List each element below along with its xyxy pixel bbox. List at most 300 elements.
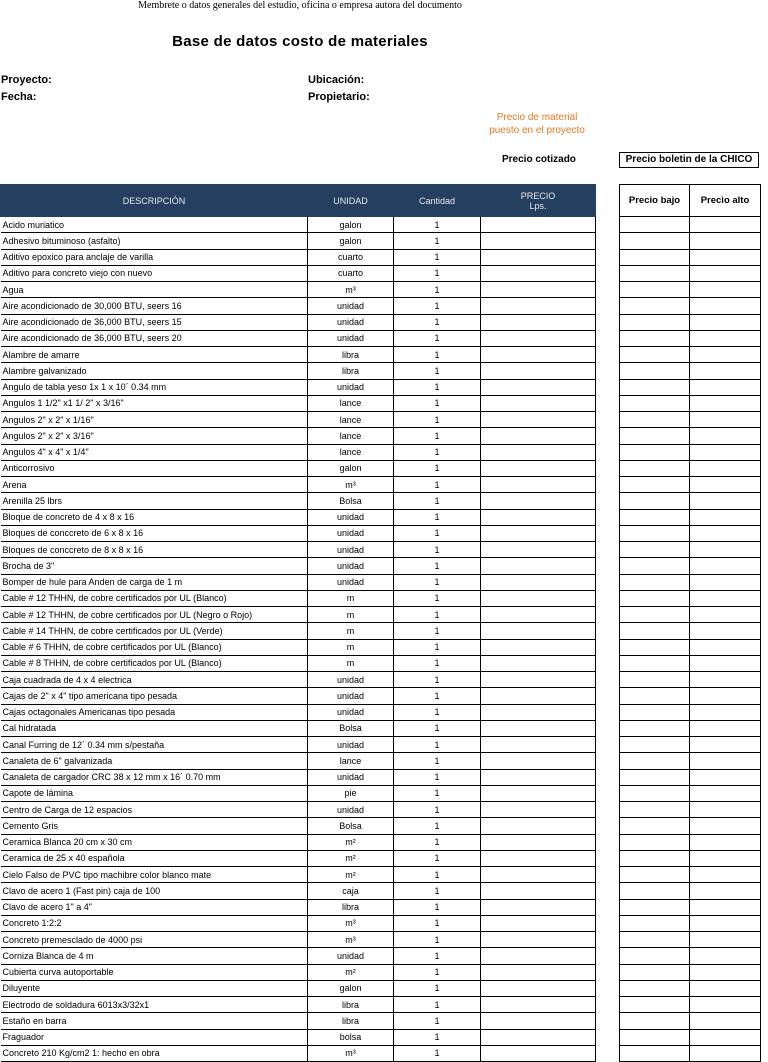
precio-alto-cell[interactable] xyxy=(690,704,761,720)
unit-cell: galon xyxy=(308,217,394,233)
description-cell: Anticorrosivo xyxy=(1,460,308,476)
price-cell[interactable] xyxy=(481,834,596,850)
quantity-cell: 1 xyxy=(394,915,481,931)
precio-bajo-cell[interactable] xyxy=(620,314,690,330)
precio-alto-cell[interactable] xyxy=(690,720,761,736)
precio-alto-cell[interactable] xyxy=(690,542,761,558)
price-row xyxy=(620,737,761,753)
price-cell[interactable] xyxy=(481,980,596,996)
price-cell[interactable] xyxy=(481,558,596,574)
precio-bajo-cell[interactable] xyxy=(620,899,690,915)
precio-bajo-cell[interactable] xyxy=(620,428,690,444)
table-row xyxy=(1,1029,596,1045)
precio-cotizado-label: Precio cotizado xyxy=(502,154,576,165)
precio-bajo-cell[interactable] xyxy=(620,347,690,363)
description-cell: Canaleta de 6" galvanizada xyxy=(1,753,308,769)
price-cell[interactable] xyxy=(481,883,596,899)
precio-alto-cell[interactable] xyxy=(690,412,761,428)
precio-alto-cell[interactable] xyxy=(690,1045,761,1061)
quantity-cell: 1 xyxy=(394,525,481,541)
price-cell[interactable] xyxy=(481,525,596,541)
precio-bajo-cell[interactable] xyxy=(620,298,690,314)
precio-bajo-cell[interactable] xyxy=(620,672,690,688)
description-cell: Angulos 2" x 2" x 3/16" xyxy=(1,428,308,444)
description-cell: Cielo Falso de PVC tipo machibre color blanco mate xyxy=(1,867,308,883)
header-descripcion: DESCRIPCIÓN xyxy=(1,185,308,217)
table-row xyxy=(1,525,596,541)
quantity-cell: 1 xyxy=(394,493,481,509)
unit-cell: unidad xyxy=(308,769,394,785)
table-row xyxy=(1,964,596,980)
price-row xyxy=(620,395,761,411)
description-cell: Angulos 1 1/2" x1 1/ 2" x 3/16" xyxy=(1,395,308,411)
precio-alto-cell[interactable] xyxy=(690,834,761,850)
precio-alto-cell[interactable] xyxy=(690,395,761,411)
price-cell[interactable] xyxy=(481,249,596,265)
price-cell[interactable] xyxy=(481,818,596,834)
precio-alto-cell[interactable] xyxy=(690,574,761,590)
price-row xyxy=(620,558,761,574)
precio-bajo-cell[interactable] xyxy=(620,639,690,655)
price-row xyxy=(620,314,761,330)
price-cell[interactable] xyxy=(481,493,596,509)
precio-alto-cell[interactable] xyxy=(690,785,761,801)
precio-alto-cell[interactable] xyxy=(690,217,761,233)
precio-bajo-cell[interactable] xyxy=(620,915,690,931)
precio-material-line1: Precio de material xyxy=(496,112,578,123)
precio-bajo-cell[interactable] xyxy=(620,574,690,590)
quantity-cell: 1 xyxy=(394,639,481,655)
quantity-cell: 1 xyxy=(394,265,481,281)
price-row xyxy=(620,655,761,671)
unit-cell: lance xyxy=(308,395,394,411)
description-cell: Cable # 14 THHN, de cobre certificados por UL (Verde) xyxy=(1,623,308,639)
precio-alto-cell[interactable] xyxy=(690,1029,761,1045)
description-cell: Cajas octagonales Americanas tipo pesada xyxy=(1,704,308,720)
precio-material-note xyxy=(470,111,604,137)
table-row xyxy=(1,590,596,606)
header-precio-line2: Lps. xyxy=(529,200,547,211)
precio-alto-cell[interactable] xyxy=(690,428,761,444)
table-row xyxy=(1,282,596,298)
description-cell: Angulo de tabla yeso 1x 1 x 10´ 0.34 mm xyxy=(1,379,308,395)
precio-alto-cell[interactable] xyxy=(690,558,761,574)
price-cell[interactable] xyxy=(481,233,596,249)
precio-alto-cell[interactable] xyxy=(690,347,761,363)
precio-bajo-cell[interactable] xyxy=(620,509,690,525)
unit-cell: m³ xyxy=(308,932,394,948)
price-cell[interactable] xyxy=(481,753,596,769)
precio-alto-cell[interactable] xyxy=(690,639,761,655)
fecha-label: Fecha: xyxy=(1,91,37,103)
precio-bajo-cell[interactable] xyxy=(620,217,690,233)
price-cell[interactable] xyxy=(481,769,596,785)
price-cell[interactable] xyxy=(481,1013,596,1029)
unit-cell: libra xyxy=(308,899,394,915)
table-row xyxy=(1,558,596,574)
table-row xyxy=(1,818,596,834)
precio-bajo-cell[interactable] xyxy=(620,558,690,574)
header-precio-line1: PRECIO xyxy=(520,190,556,201)
price-cell[interactable] xyxy=(481,672,596,688)
unit-cell: Bolsa xyxy=(308,818,394,834)
price-cell[interactable] xyxy=(481,964,596,980)
price-row xyxy=(620,997,761,1013)
price-row xyxy=(620,607,761,623)
precio-bajo-cell[interactable] xyxy=(620,850,690,866)
description-cell: Concreto 1:2:2 xyxy=(1,915,308,931)
price-cell[interactable] xyxy=(481,379,596,395)
description-cell: Bomper de hule para Anden de carga de 1 m xyxy=(1,574,308,590)
table-row xyxy=(1,330,596,346)
precio-bajo-cell[interactable] xyxy=(620,444,690,460)
precio-alto-cell[interactable] xyxy=(690,818,761,834)
price-row xyxy=(620,363,761,379)
precio-alto-cell[interactable] xyxy=(690,1013,761,1029)
precio-alto-cell[interactable] xyxy=(690,298,761,314)
unit-cell: m³ xyxy=(308,477,394,493)
table-row xyxy=(1,850,596,866)
price-row xyxy=(620,850,761,866)
table-row xyxy=(1,607,596,623)
description-cell: Centro de Carga de 12 espacios xyxy=(1,802,308,818)
precio-alto-cell[interactable] xyxy=(690,330,761,346)
precio-bajo-cell[interactable] xyxy=(620,867,690,883)
price-row xyxy=(620,460,761,476)
description-cell: Capote de lámina xyxy=(1,785,308,801)
propietario-label: Propietario: xyxy=(308,91,370,103)
precio-bajo-cell[interactable] xyxy=(620,997,690,1013)
price-cell[interactable] xyxy=(481,1045,596,1061)
precio-alto-cell[interactable] xyxy=(690,233,761,249)
precio-alto-cell[interactable] xyxy=(690,883,761,899)
price-cell[interactable] xyxy=(481,282,596,298)
precio-bajo-cell[interactable] xyxy=(620,769,690,785)
price-row xyxy=(620,1029,761,1045)
quantity-cell: 1 xyxy=(394,948,481,964)
price-row xyxy=(620,639,761,655)
precio-alto-cell[interactable] xyxy=(690,282,761,298)
table-row xyxy=(1,379,596,395)
price-cell[interactable] xyxy=(481,997,596,1013)
precio-bajo-cell[interactable] xyxy=(620,818,690,834)
unit-cell: m xyxy=(308,623,394,639)
precio-alto-cell[interactable] xyxy=(690,672,761,688)
precio-alto-cell[interactable] xyxy=(690,493,761,509)
precio-bajo-cell[interactable] xyxy=(620,964,690,980)
quantity-cell: 1 xyxy=(394,444,481,460)
price-cell[interactable] xyxy=(481,412,596,428)
precio-alto-cell[interactable] xyxy=(690,525,761,541)
quantity-cell: 1 xyxy=(394,688,481,704)
precio-alto-cell[interactable] xyxy=(690,997,761,1013)
price-row xyxy=(620,915,761,931)
quantity-cell: 1 xyxy=(394,1013,481,1029)
precio-bajo-cell[interactable] xyxy=(620,233,690,249)
description-cell: Arena xyxy=(1,477,308,493)
price-cell[interactable] xyxy=(481,509,596,525)
unit-cell: lance xyxy=(308,428,394,444)
unit-cell: unidad xyxy=(308,330,394,346)
table-row xyxy=(1,363,596,379)
table-row xyxy=(1,217,596,233)
precio-alto-cell[interactable] xyxy=(690,363,761,379)
precio-alto-cell[interactable] xyxy=(690,623,761,639)
description-cell: Fraguador xyxy=(1,1029,308,1045)
price-row xyxy=(620,428,761,444)
precio-material-line2: puesto en el proyecto xyxy=(489,125,585,136)
quantity-cell: 1 xyxy=(394,867,481,883)
price-row xyxy=(620,330,761,346)
table-row xyxy=(1,867,596,883)
precio-alto-cell[interactable] xyxy=(690,265,761,281)
precio-alto-cell[interactable] xyxy=(690,737,761,753)
precio-bajo-cell[interactable] xyxy=(620,1013,690,1029)
description-cell: Adhesivo bituminoso (asfalto) xyxy=(1,233,308,249)
precio-alto-cell[interactable] xyxy=(690,590,761,606)
price-cell[interactable] xyxy=(481,655,596,671)
precio-boletin-chico-label: Precio boletin de la CHICO xyxy=(619,152,759,168)
table-row xyxy=(1,704,596,720)
unit-cell: m² xyxy=(308,867,394,883)
quantity-cell: 1 xyxy=(394,980,481,996)
precio-bajo-cell[interactable] xyxy=(620,460,690,476)
precio-alto-cell[interactable] xyxy=(690,655,761,671)
precio-bajo-cell[interactable] xyxy=(620,688,690,704)
precio-bajo-cell[interactable] xyxy=(620,412,690,428)
table-row xyxy=(1,785,596,801)
price-cell[interactable] xyxy=(481,314,596,330)
price-cell[interactable] xyxy=(481,477,596,493)
table-row xyxy=(1,883,596,899)
price-row xyxy=(620,704,761,720)
table-row xyxy=(1,444,596,460)
price-cell[interactable] xyxy=(481,298,596,314)
price-cell[interactable] xyxy=(481,867,596,883)
price-cell[interactable] xyxy=(481,330,596,346)
price-cell[interactable] xyxy=(481,395,596,411)
price-row xyxy=(620,899,761,915)
precio-bajo-cell[interactable] xyxy=(620,802,690,818)
table-row xyxy=(1,1013,596,1029)
description-cell: Angulos 2" x 2" x 1/16" xyxy=(1,412,308,428)
description-cell: Alambre galvanizado xyxy=(1,363,308,379)
price-cell[interactable] xyxy=(481,932,596,948)
precio-bajo-cell[interactable] xyxy=(620,720,690,736)
precio-alto-cell[interactable] xyxy=(690,948,761,964)
table-header-row xyxy=(1,185,596,217)
precio-bajo-cell[interactable] xyxy=(620,1045,690,1061)
description-cell: Canal Furring de 12´ 0.34 mm s/pestaña xyxy=(1,737,308,753)
price-cell[interactable] xyxy=(481,850,596,866)
quantity-cell: 1 xyxy=(394,932,481,948)
price-row xyxy=(620,818,761,834)
precio-bajo-cell[interactable] xyxy=(620,395,690,411)
price-row xyxy=(620,525,761,541)
precio-bajo-cell[interactable] xyxy=(620,948,690,964)
precio-bajo-cell[interactable] xyxy=(620,753,690,769)
price-row xyxy=(620,444,761,460)
quantity-cell: 1 xyxy=(394,769,481,785)
precio-alto-cell[interactable] xyxy=(690,932,761,948)
precio-bajo-cell[interactable] xyxy=(620,493,690,509)
quantity-cell: 1 xyxy=(394,997,481,1013)
precio-alto-cell[interactable] xyxy=(690,915,761,931)
price-row xyxy=(620,672,761,688)
precio-bajo-cell[interactable] xyxy=(620,932,690,948)
price-cell[interactable] xyxy=(481,574,596,590)
price-cell[interactable] xyxy=(481,704,596,720)
precio-bajo-cell[interactable] xyxy=(620,265,690,281)
price-row xyxy=(620,720,761,736)
precio-bajo-cell[interactable] xyxy=(620,542,690,558)
precio-alto-cell[interactable] xyxy=(690,477,761,493)
precio-alto-cell[interactable] xyxy=(690,314,761,330)
precio-bajo-cell[interactable] xyxy=(620,980,690,996)
price-cell[interactable] xyxy=(481,460,596,476)
header-precio xyxy=(481,185,596,217)
precio-bajo-cell[interactable] xyxy=(620,737,690,753)
price-cell[interactable] xyxy=(481,590,596,606)
table-row xyxy=(1,574,596,590)
price-cell[interactable] xyxy=(481,1029,596,1045)
ubicacion-label: Ubicación: xyxy=(308,74,365,86)
price-row xyxy=(620,802,761,818)
quantity-cell: 1 xyxy=(394,428,481,444)
price-cell[interactable] xyxy=(481,347,596,363)
price-cell[interactable] xyxy=(481,720,596,736)
quantity-cell: 1 xyxy=(394,412,481,428)
precio-alto-cell[interactable] xyxy=(690,769,761,785)
price-row xyxy=(620,574,761,590)
price-row xyxy=(620,688,761,704)
precio-alto-cell[interactable] xyxy=(690,802,761,818)
header-precio-bajo: Precio bajo xyxy=(620,185,690,217)
quantity-cell: 1 xyxy=(394,298,481,314)
price-row xyxy=(620,298,761,314)
precio-alto-cell[interactable] xyxy=(690,980,761,996)
unit-cell: unidad xyxy=(308,574,394,590)
description-cell: Arenilla 25 lbrs xyxy=(1,493,308,509)
price-cell[interactable] xyxy=(481,607,596,623)
precio-bajo-cell[interactable] xyxy=(620,623,690,639)
precio-bajo-cell[interactable] xyxy=(620,785,690,801)
table-row xyxy=(1,915,596,931)
precio-alto-cell[interactable] xyxy=(690,850,761,866)
price-row xyxy=(620,542,761,558)
price-row xyxy=(620,217,761,233)
precio-bajo-cell[interactable] xyxy=(620,607,690,623)
price-cell[interactable] xyxy=(481,785,596,801)
precio-alto-cell[interactable] xyxy=(690,607,761,623)
description-cell: Cable # 12 THHN, de cobre certificados por UL (Negro o Rojo) xyxy=(1,607,308,623)
table-row xyxy=(1,932,596,948)
price-cell[interactable] xyxy=(481,948,596,964)
table-row xyxy=(1,347,596,363)
description-cell: Ceramica de 25 x 40 española xyxy=(1,850,308,866)
precio-alto-cell[interactable] xyxy=(690,899,761,915)
unit-cell: m xyxy=(308,639,394,655)
precio-bajo-cell[interactable] xyxy=(620,525,690,541)
precio-bajo-cell[interactable] xyxy=(620,282,690,298)
precio-alto-cell[interactable] xyxy=(690,460,761,476)
precio-alto-cell[interactable] xyxy=(690,867,761,883)
precio-bajo-cell[interactable] xyxy=(620,1029,690,1045)
unit-cell: m² xyxy=(308,834,394,850)
price-cell[interactable] xyxy=(481,217,596,233)
price-cell[interactable] xyxy=(481,444,596,460)
precio-alto-cell[interactable] xyxy=(690,444,761,460)
quantity-cell: 1 xyxy=(394,347,481,363)
quantity-cell: 1 xyxy=(394,834,481,850)
precio-alto-cell[interactable] xyxy=(690,379,761,395)
price-cell[interactable] xyxy=(481,623,596,639)
precio-bajo-cell[interactable] xyxy=(620,655,690,671)
quantity-cell: 1 xyxy=(394,818,481,834)
unit-cell: galon xyxy=(308,233,394,249)
header-precio-alto: Precio alto xyxy=(690,185,761,217)
quantity-cell: 1 xyxy=(394,460,481,476)
quantity-cell: 1 xyxy=(394,964,481,980)
price-cell[interactable] xyxy=(481,802,596,818)
table-row xyxy=(1,834,596,850)
price-cell[interactable] xyxy=(481,639,596,655)
precio-alto-cell[interactable] xyxy=(690,753,761,769)
unit-cell: m² xyxy=(308,850,394,866)
precio-alto-cell[interactable] xyxy=(690,249,761,265)
price-cell[interactable] xyxy=(481,265,596,281)
price-cell[interactable] xyxy=(481,737,596,753)
precio-bajo-cell[interactable] xyxy=(620,330,690,346)
price-cell[interactable] xyxy=(481,428,596,444)
price-cell[interactable] xyxy=(481,915,596,931)
price-cell[interactable] xyxy=(481,363,596,379)
description-cell: Aditivo epoxico para anclaje de varilla xyxy=(1,249,308,265)
precio-bajo-cell[interactable] xyxy=(620,590,690,606)
price-row xyxy=(620,590,761,606)
price-cell[interactable] xyxy=(481,542,596,558)
precio-bajo-cell[interactable] xyxy=(620,883,690,899)
precio-alto-cell[interactable] xyxy=(690,509,761,525)
price-cell[interactable] xyxy=(481,688,596,704)
unit-cell: libra xyxy=(308,347,394,363)
precio-alto-cell[interactable] xyxy=(690,688,761,704)
unit-cell: libra xyxy=(308,1013,394,1029)
unit-cell: m xyxy=(308,607,394,623)
price-row xyxy=(620,883,761,899)
price-cell[interactable] xyxy=(481,899,596,915)
precio-bajo-cell[interactable] xyxy=(620,704,690,720)
price-row xyxy=(620,948,761,964)
price-row xyxy=(620,282,761,298)
description-cell: Brocha de 3" xyxy=(1,558,308,574)
quantity-cell: 1 xyxy=(394,785,481,801)
precio-bajo-cell[interactable] xyxy=(620,477,690,493)
precio-bajo-cell[interactable] xyxy=(620,379,690,395)
quantity-cell: 1 xyxy=(394,314,481,330)
precio-alto-cell[interactable] xyxy=(690,964,761,980)
precio-bajo-cell[interactable] xyxy=(620,834,690,850)
table-row xyxy=(1,509,596,525)
table-row xyxy=(1,314,596,330)
precio-bajo-cell[interactable] xyxy=(620,249,690,265)
unit-cell: unidad xyxy=(308,948,394,964)
unit-cell: galon xyxy=(308,460,394,476)
price-row xyxy=(620,1013,761,1029)
unit-cell: libra xyxy=(308,997,394,1013)
description-cell: Clavo de acero 1 (Fast pin) caja de 100 xyxy=(1,883,308,899)
precio-bajo-cell[interactable] xyxy=(620,363,690,379)
